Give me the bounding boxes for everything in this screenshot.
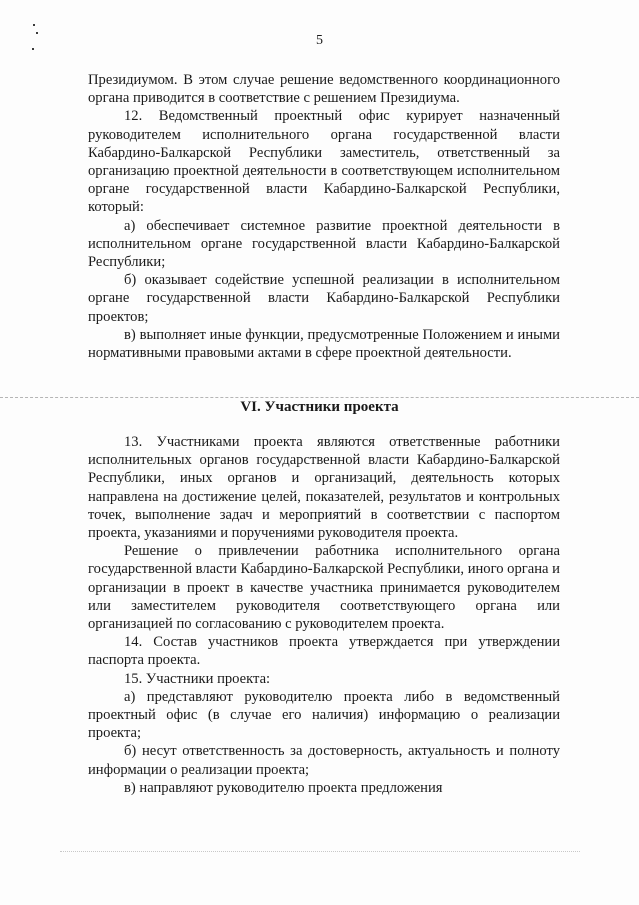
paragraph: а) представляют руководителю проекта либо в ведомственный проектный офис (в случае его наличия) информацию о реализации проекта; <box>88 688 560 742</box>
paragraph: 14. Состав участников проекта утверждается при утверждении паспорта проекта. <box>88 634 560 669</box>
page-number: 5 <box>316 33 323 48</box>
paragraph: а) обеспечивает системное развитие проектной деятельности в исполнительном органе государственной власти Кабардино-Балкарской Республики; <box>88 217 560 271</box>
paragraph: 13. Участниками проекта являются ответственные работники исполнительных органов государственной власти Кабардино-Балкарской Республики, иных органов и организаций, деятельность которых направлена на достижение целей, показателей, результатов и контрольных точек, выполнение задач и мероприятий в соответствии с паспортом проекта, указаниями и поручениями руководителя проекта. <box>88 434 560 542</box>
paragraph: в) направляют руководителю проекта предложения <box>124 779 443 796</box>
section-title: VI. Участники проекта <box>240 399 399 415</box>
scan-artifact-line <box>0 397 639 398</box>
text-block-top <box>88 71 560 362</box>
paragraph: Президиумом. В этом случае решение ведомственного координационного органа приводится в соответствие с решением Президиума. <box>88 72 560 107</box>
paragraph: Решение о привлечении работника исполнительного органа государственной власти Кабардино-Балкарской Республики, иного органа и организации в проект в качестве участника принимается руководителем или заместителем руководителя соответствующего органа или организацией по согласованию с руководителем проекта. <box>88 543 560 633</box>
paragraph: в) выполняет иные функции, предусмотренные Положением и иными нормативными правовыми актами в сфере проектной деятельности. <box>88 326 560 362</box>
paragraph: 12. Ведомственный проектный офис курирует назначенный руководителем исполнительного органа государственной власти Кабардино-Балкарской Республики заместитель, ответственный за организацию проектной деятельности в соответствующем исполнительном органе государственной власти Кабардино-Балкарской Республики, который: <box>88 108 560 216</box>
scan-artifact <box>33 24 35 26</box>
paragraph: б) оказывает содействие успешной реализации в исполнительном органе государственной власти Кабардино-Балкарской Республики проектов; <box>88 272 560 325</box>
scan-artifact-line <box>60 851 580 852</box>
text-block-bottom <box>88 433 560 797</box>
paragraph: б) несут ответственность за достоверность, актуальность и полноту информации о реализации проекта; <box>88 743 560 778</box>
paragraph: 15. Участники проекта: <box>124 670 271 687</box>
